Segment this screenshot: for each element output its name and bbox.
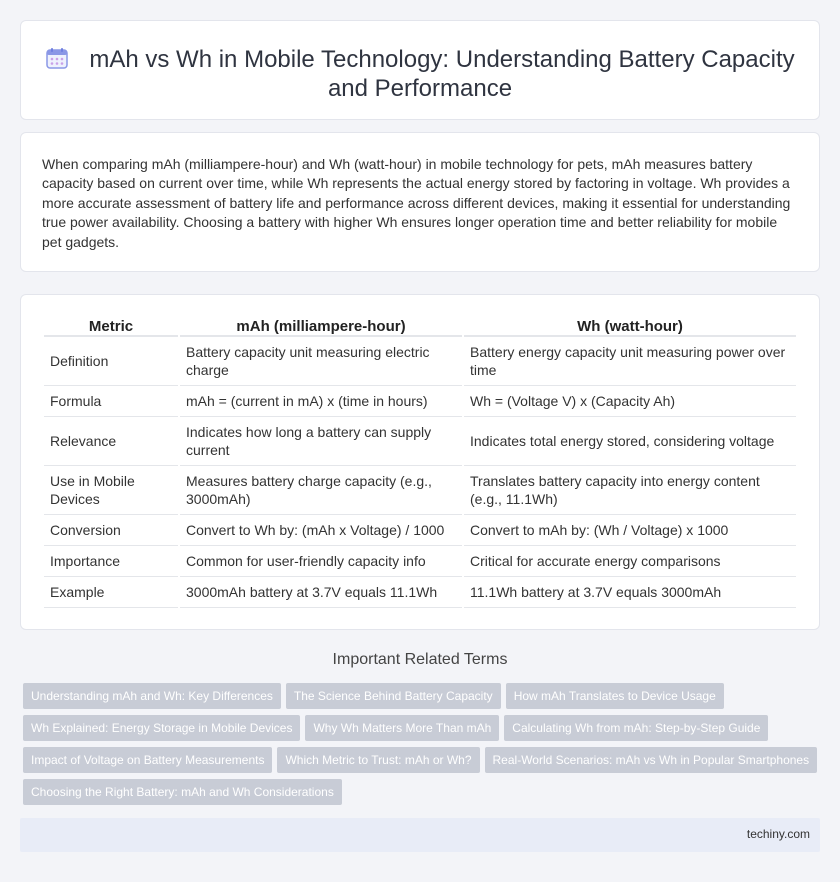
table-row xyxy=(44,546,796,577)
table-cell-mah: Battery capacity unit measuring electric charge xyxy=(180,337,462,386)
footer-site-link[interactable]: techiny.com xyxy=(746,827,810,841)
table-cell-wh: Critical for accurate energy comparisons xyxy=(464,546,796,577)
table-cell-mah: 3000mAh battery at 3.7V equals 11.1Wh xyxy=(180,577,462,608)
table-row xyxy=(44,577,796,608)
related-term-tag[interactable]: Wh Explained: Energy Storage in Mobile Devices xyxy=(23,715,300,741)
column-header-metric: Metric xyxy=(44,315,178,337)
related-term-tag[interactable]: Choosing the Right Battery: mAh and Wh Considerations xyxy=(23,779,342,805)
table-cell-wh: Indicates total energy stored, considering voltage xyxy=(464,417,796,466)
title-card xyxy=(20,20,820,120)
table-cell-metric: Relevance xyxy=(44,417,178,466)
intro-paragraph: When comparing mAh (milliampere-hour) and Wh (watt-hour) in mobile technology for pets, mAh measures battery capacity based on current over time, while Wh represents the actual energy stored by factoring in voltage. Wh provides a more accurate assessment of battery life and performance across different devices, making it essential for understanding true power availability. Choosing a battery with higher Wh ensures longer operation time and better reliability for mobile pet gadgets. xyxy=(42,156,791,250)
table-cell-mah: Common for user-friendly capacity info xyxy=(180,546,462,577)
table-row xyxy=(44,515,796,546)
table-cell-wh: Battery energy capacity unit measuring power over time xyxy=(464,337,796,386)
table-cell-wh: Convert to mAh by: (Wh / Voltage) x 1000 xyxy=(464,515,796,546)
column-header-mah: mAh (milliampere-hour) xyxy=(180,315,462,337)
column-header-wh: Wh (watt-hour) xyxy=(464,315,796,337)
comparison-table-card xyxy=(20,294,820,630)
related-term-tag[interactable]: Real-World Scenarios: mAh vs Wh in Popular Smartphones xyxy=(485,747,818,773)
table-cell-mah: Measures battery charge capacity (e.g., 3000mAh) xyxy=(180,466,462,515)
comparison-table xyxy=(42,315,798,608)
footer xyxy=(20,818,820,852)
table-row xyxy=(44,386,796,417)
table-cell-metric: Formula xyxy=(44,386,178,417)
table-cell-metric: Use in Mobile Devices xyxy=(44,466,178,515)
table-cell-metric: Importance xyxy=(44,546,178,577)
table-row xyxy=(44,337,796,386)
page-title: mAh vs Wh in Mobile Technology: Understanding Battery Capacity and Performance xyxy=(89,46,795,102)
page-title-wrap xyxy=(21,45,819,103)
table-cell-metric: Example xyxy=(44,577,178,608)
table-row xyxy=(44,417,796,466)
related-term-tag[interactable]: The Science Behind Battery Capacity xyxy=(286,683,501,709)
table-cell-mah: mAh = (current in mA) x (time in hours) xyxy=(180,386,462,417)
table-header-row xyxy=(44,315,796,337)
intro-card xyxy=(20,132,820,272)
table-cell-wh: Wh = (Voltage V) x (Capacity Ah) xyxy=(464,386,796,417)
calendar-icon xyxy=(45,46,69,70)
related-terms-list xyxy=(23,683,823,811)
related-term-tag[interactable]: How mAh Translates to Device Usage xyxy=(506,683,724,709)
related-terms-heading: Important Related Terms xyxy=(332,651,508,668)
table-cell-metric: Conversion xyxy=(44,515,178,546)
table-cell-mah: Convert to Wh by: (mAh x Voltage) / 1000 xyxy=(180,515,462,546)
related-term-tag[interactable]: Which Metric to Trust: mAh or Wh? xyxy=(277,747,479,773)
related-term-tag[interactable]: Understanding mAh and Wh: Key Differences xyxy=(23,683,281,709)
table-cell-metric: Definition xyxy=(44,337,178,386)
table-cell-wh: Translates battery capacity into energy content (e.g., 11.1Wh) xyxy=(464,466,796,515)
related-term-tag[interactable]: Calculating Wh from mAh: Step-by-Step Guide xyxy=(504,715,768,741)
table-cell-mah: Indicates how long a battery can supply current xyxy=(180,417,462,466)
related-term-tag[interactable]: Why Wh Matters More Than mAh xyxy=(305,715,499,741)
table-cell-wh: 11.1Wh battery at 3.7V equals 3000mAh xyxy=(464,577,796,608)
table-row xyxy=(44,466,796,515)
related-term-tag[interactable]: Impact of Voltage on Battery Measurements xyxy=(23,747,272,773)
